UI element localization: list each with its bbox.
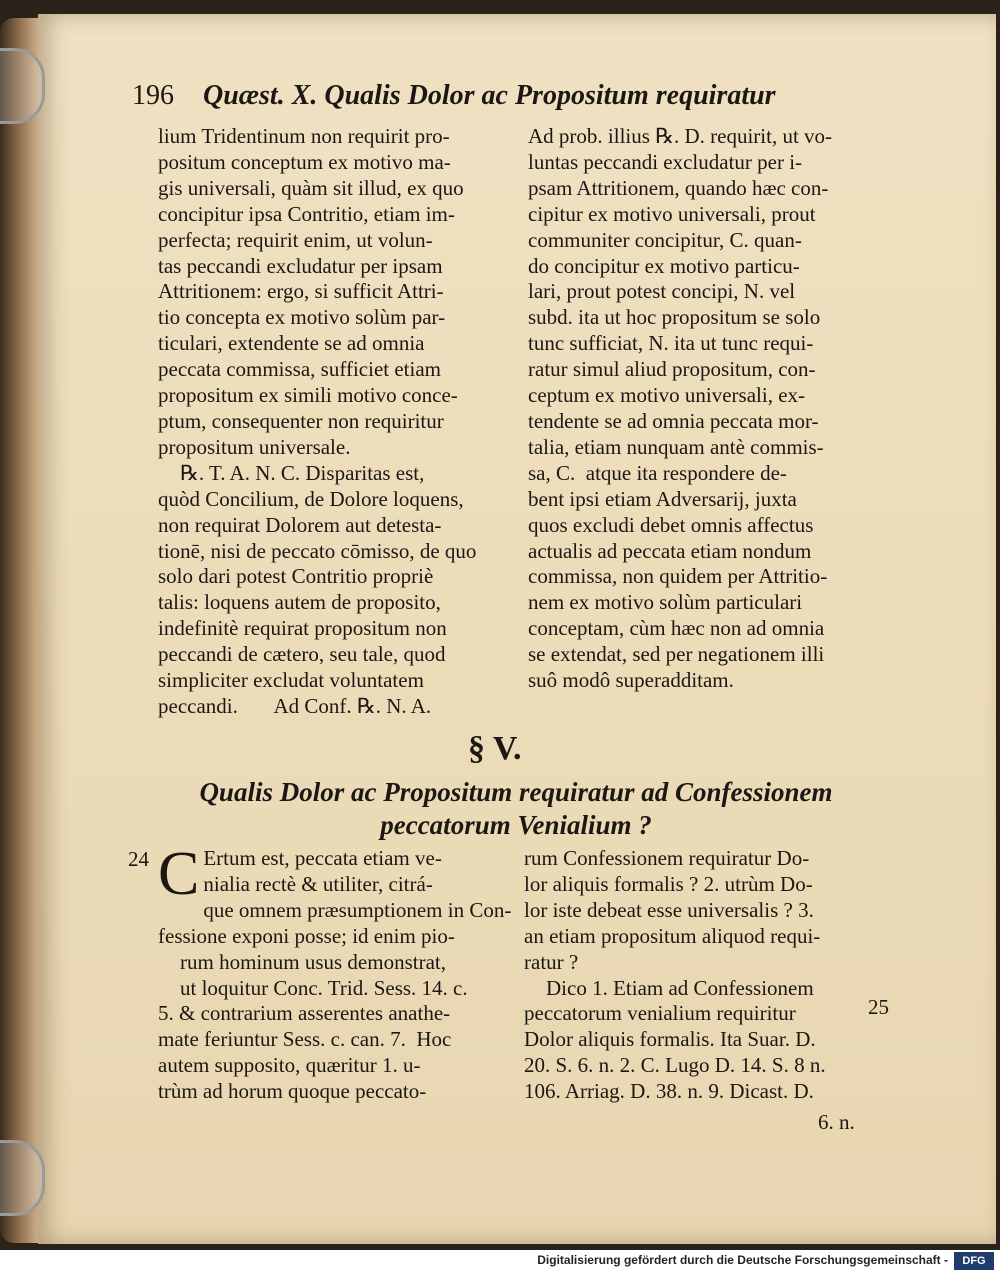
text-line: peccandi de cætero, seu tale, quod [158,642,446,667]
text-line: psam Attritionem, quando hæc con- [528,175,829,200]
text-line: rum Confessionem requiratur Do- [524,846,810,870]
text-line: ticulari, extendente se ad omnia [158,331,425,356]
text-line: propositum universale. [158,434,351,459]
text-line: lor iste debeat esse universalis ? 3. [524,897,814,922]
text-line: autem supposito, quæritur 1. u- [158,1053,421,1078]
page-number: 196 [132,80,174,111]
text-line: simpliciter excludat voluntatem [158,668,424,693]
text-line: concipitur ipsa Contritio, etiam im- [158,201,455,226]
text-line: Dolor aliquis formalis. Ita Suar. D. [524,1027,816,1052]
text-line: se extendat, sed per negationem illi [528,642,825,667]
text-line: indefinitè requirat propositum non [158,616,447,641]
text-line: fessione exponi posse; id enim pio- [158,923,455,948]
text-line: nialia rectè & utiliter, citrá- [203,871,433,896]
text-line: talia, etiam nunquam antè commis- [528,434,824,459]
text-line: peccata commissa, sufficiet etiam [158,357,441,382]
text-line: Ad prob. illius ℞. D. requirit, ut vo- [528,124,833,148]
text-line: ptum, consequenter non requiritur [158,408,444,433]
text-line: ℞. T. A. N. C. Disparitas est, [180,460,425,485]
running-head [132,80,852,112]
dfg-logo-icon[interactable]: DFG [954,1252,994,1270]
text-line: quos excludi debet omnis affectus [528,512,814,537]
text-line: solo dari potest Contritio propriè [158,564,434,589]
text-line: mate feriuntur Sess. c. can. 7. Hoc [158,1027,452,1052]
text-line: perfecta; requirit enim, ut volun- [158,227,433,252]
left-column-top [158,124,510,720]
section-title-line: peccatorum Venialium ? [380,810,652,840]
drop-cap: C [158,840,200,908]
running-title: Quæst. X. Qualis Dolor ac Propositum requiratur [203,80,776,111]
text-line: nem ex motivo solùm particulari [528,590,803,615]
margin-number: 25 [868,995,889,1019]
text-line: Attritionem: ergo, si sufficit Attri- [158,279,444,304]
text-line: an etiam propositum aliquod requi- [524,923,821,948]
page-clip-bottom [0,1140,45,1216]
text-line: luntas peccandi excludatur per i- [528,149,803,174]
section-title-line: Qualis Dolor ac Propositum requiratur ad Confessionem [199,777,833,807]
left-column-bottom [158,840,512,1105]
footer-bar [0,1250,1000,1273]
text-line: ut loquitur Conc. Trid. Sess. 14. c. [180,975,468,1000]
text-line: subd. ita ut hoc propositum se solo [528,305,821,330]
text-line: quòd Concilium, de Dolore loquens, [158,486,464,511]
text-line: tendente se ad omnia peccata mor- [528,408,819,433]
text-line: sa, C. atque ita respondere de- [528,460,787,485]
text-line: suô modô superadditam. [528,668,734,693]
text-line: 20. S. 6. n. 2. C. Lugo D. 14. S. 8 n. [524,1053,826,1078]
text-line: conceptam, cùm hæc non ad omnia [528,616,825,641]
margin-number: 24 [128,847,149,871]
page-clip-top [0,48,45,124]
text-line: peccandi. Ad Conf. ℞. N. A. [158,693,432,718]
text-line: tio concepta ex motivo solùm par- [158,305,446,330]
text-line: non requirat Dolorem aut detesta- [158,512,442,537]
text-line: 106. Arriag. D. 38. n. 9. Dicast. D. [524,1079,814,1104]
text-line: que omnem præsumptionem in Con- [203,897,512,922]
text-line: ratur ? [524,949,579,974]
text-line: bent ipsi etiam Adversarij, juxta [528,486,797,511]
text-line: propositum ex simili motivo conce- [158,383,458,408]
text-line: trùm ad horum quoque peccato- [158,1079,427,1104]
text-line: lari, prout potest concipi, N. vel [528,279,796,304]
right-column-top [528,124,878,694]
section-title [186,776,846,842]
text-line: actualis ad peccata etiam nondum [528,538,812,563]
text-line: cipitur ex motivo universali, prout [528,201,816,226]
text-line: tas peccandi excludatur per ipsam [158,253,443,278]
text-line: Ertum est, peccata etiam ve- [203,846,442,870]
text-line: tionē, nisi de peccato cōmisso, de quo [158,538,477,563]
catchword: 6. n. [818,1110,855,1134]
text-line: gis universali, quàm sit illud, ex quo [158,175,464,200]
text-line: positum conceptum ex motivo ma- [158,149,451,174]
text-line: ceptum ex motivo universali, ex- [528,383,806,408]
footer-credit: Digitalisierung gefördert durch die Deutsche Forschungsgemeinschaft - [537,1253,948,1267]
text-line: commissa, non quidem per Attritio- [528,564,828,589]
text-line: ratur simul aliud propositum, con- [528,357,816,382]
text-line: lor aliquis formalis ? 2. utrùm Do- [524,871,813,896]
text-line: rum hominum usus demonstrat, [180,949,446,974]
text-line: communiter concipitur, C. quan- [528,227,802,252]
text-line: Dico 1. Etiam ad Confessionem [546,975,814,1000]
section-mark: § V. [468,730,522,767]
text-line: talis: loquens autem de proposito, [158,590,441,615]
text-line: lium Tridentinum non requirit pro- [158,124,450,148]
right-column-bottom [524,846,874,1105]
text-line: do concipitur ex motivo particu- [528,253,800,278]
text-line: peccatorum venialium requiritur [524,1001,796,1026]
text-line: tunc sufficiat, N. ita ut tunc requi- [528,331,814,356]
text-line: 5. & contrarium asserentes anathe- [158,1001,451,1026]
